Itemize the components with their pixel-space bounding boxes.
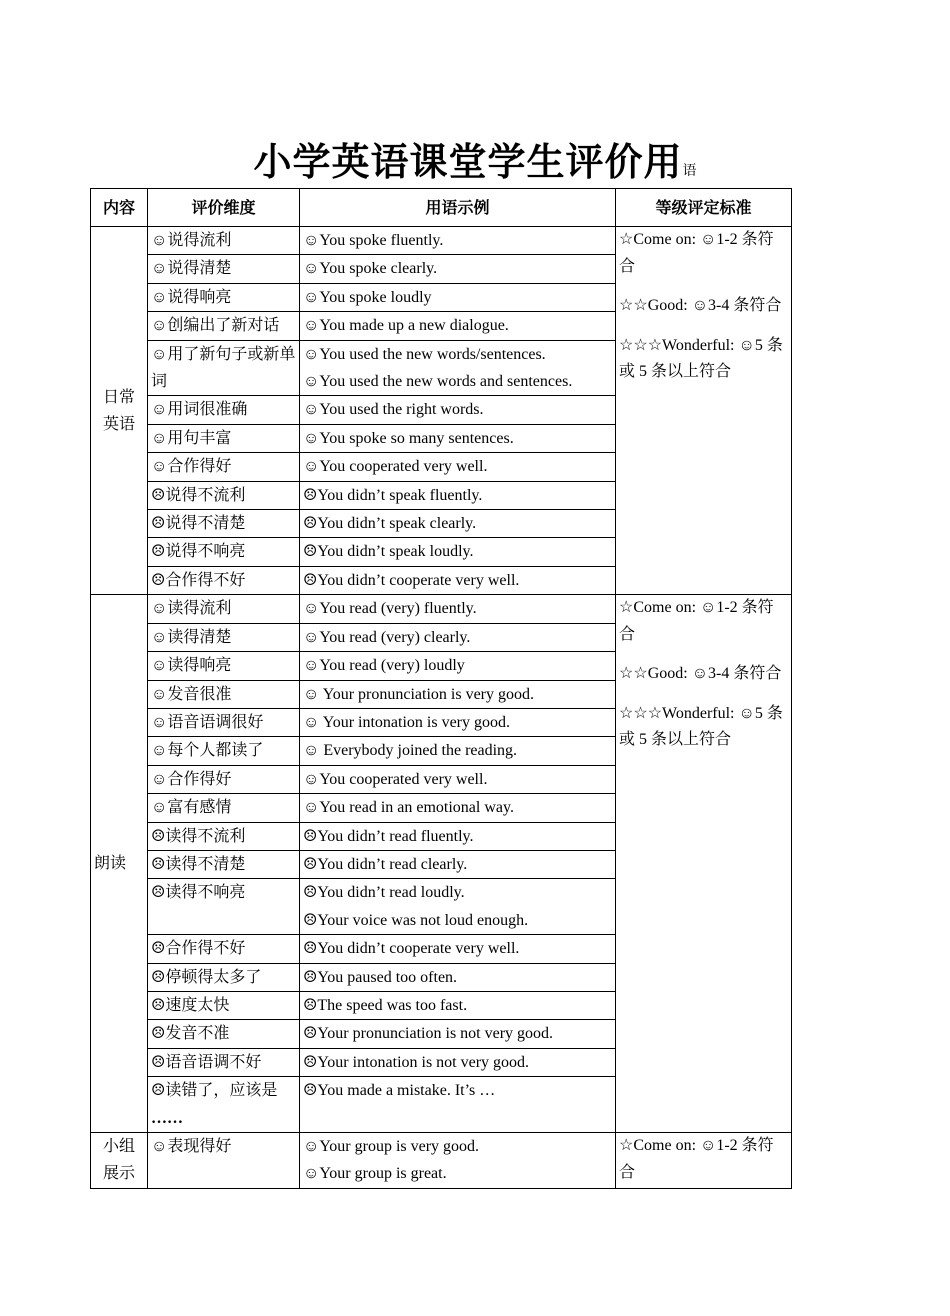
example-text: ☹You didn’t read clearly. — [303, 855, 468, 873]
dimension-cell — [148, 708, 300, 736]
dimension-cell — [148, 652, 300, 680]
dimension-text: ☹说得不流利 — [151, 486, 246, 504]
dimension-text: ☹合作得不好 — [151, 940, 246, 958]
header-example: 用语示例 — [300, 189, 616, 227]
example-text: ☹You didn’t read loudly. — [303, 884, 465, 902]
dimension-cell — [148, 396, 300, 424]
header-standard: 等级评定标准 — [616, 189, 792, 227]
dimension-text: ☹发音不准 — [151, 1025, 230, 1043]
dimension-text: ☹读错了，应该是 — [151, 1082, 278, 1100]
example-cell — [300, 623, 616, 651]
example-text: ☺You cooperated very well. — [303, 458, 488, 476]
header-dimension: 评价维度 — [148, 189, 300, 227]
example-cell — [300, 935, 616, 963]
dimension-cell — [148, 623, 300, 651]
dimension-text: ☹读得不响亮 — [151, 884, 246, 902]
dimension-cell — [148, 1048, 300, 1076]
title-main: 小学英语课堂学生评价用 — [253, 140, 683, 184]
dimension-text: ☹停顿得太多了 — [151, 968, 262, 986]
dimension-cell — [148, 595, 300, 623]
example-text: ☺Your group is very good. — [303, 1138, 480, 1155]
standard-text: ☆Come on: ☺1-2 条符合 — [619, 231, 774, 275]
example-cell — [300, 737, 616, 765]
example-text: ☺You spoke so many sentences. — [303, 429, 514, 447]
standard-gap — [619, 320, 789, 333]
standard-cell — [616, 227, 792, 595]
dimension-text: ☺合作得好 — [151, 458, 232, 476]
example-text: ☹You made a mistake. It’s … — [303, 1082, 496, 1100]
dimension-cell — [148, 1020, 300, 1048]
dimension-text: ☺用句丰富 — [151, 429, 232, 447]
dimension-cell — [148, 312, 300, 340]
dimension-text: ☺说得响亮 — [151, 288, 232, 306]
example-cell — [300, 1020, 616, 1048]
category-cell: 日常英语 — [91, 227, 148, 595]
example-text: ☺You used the new words/sentences. — [303, 345, 546, 363]
standard-gap — [619, 688, 789, 701]
dimension-cell — [148, 453, 300, 481]
dimension-text: ☺富有感情 — [151, 799, 232, 817]
example-cell — [300, 879, 616, 935]
dimension-cell — [148, 963, 300, 991]
example-cell — [300, 283, 616, 311]
dimension-text: ☹读得不流利 — [151, 827, 246, 845]
dimension-text: ☹速度太快 — [151, 996, 230, 1014]
dimension-text: ☺创编出了新对话 — [151, 317, 280, 335]
example-text: ☹You didn’t read fluently. — [303, 827, 474, 845]
dimension-cell — [148, 879, 300, 935]
dimension-cell — [148, 424, 300, 452]
page-title — [0, 138, 950, 195]
dimension-text: ☺语音语调很好 — [151, 713, 264, 731]
dimension-text: ☺读得响亮 — [151, 657, 232, 675]
example-cell — [300, 453, 616, 481]
example-cell — [300, 396, 616, 424]
example-cell — [300, 566, 616, 594]
example-cell — [300, 652, 616, 680]
dimension-text: ☺发音很准 — [151, 685, 232, 703]
example-text: ☹You didn’t speak loudly. — [303, 543, 474, 561]
example-cell — [300, 1077, 616, 1133]
example-text: ☺You read (very) fluently. — [303, 600, 477, 618]
example-text: ☹You didn’t cooperate very well. — [303, 571, 520, 589]
example-text: ☹Your intonation is not very good. — [303, 1053, 530, 1071]
dimension-cell — [148, 538, 300, 566]
example-text: ☹Your voice was not loud enough. — [303, 911, 529, 929]
dimension-cell — [148, 991, 300, 1019]
example-cell — [300, 991, 616, 1019]
dimension-cell — [148, 680, 300, 708]
example-text: ☺You read (very) clearly. — [303, 628, 471, 646]
standard-text: ☆Come on: ☺1-2 条符合 — [619, 1137, 774, 1181]
example-cell — [300, 481, 616, 509]
dimension-text: ☺说得清楚 — [151, 260, 232, 278]
dimension-text: ☺每个人都读了 — [151, 742, 264, 760]
example-text: ☺You used the new words and sentences. — [303, 373, 573, 391]
example-cell — [300, 708, 616, 736]
standard-text: ☆☆☆Wonderful: ☺5 条或 5 条以上符合 — [619, 336, 783, 380]
dimension-cell — [148, 566, 300, 594]
example-cell — [300, 765, 616, 793]
dimension-cell — [148, 340, 300, 396]
example-cell — [300, 312, 616, 340]
standard-gap — [619, 648, 789, 661]
example-text: ☹You didn’t cooperate very well. — [303, 940, 520, 958]
dimension-cell — [148, 283, 300, 311]
example-text: ☺You spoke fluently. — [303, 232, 444, 249]
example-cell — [300, 255, 616, 283]
dimension-text: ☹语音语调不好 — [151, 1053, 262, 1071]
standard-text: ☆☆☆Wonderful: ☺5 条或 5 条以上符合 — [619, 704, 783, 749]
dimension-text: ☺用了新句子或新单词 — [151, 345, 296, 391]
category-cell: 朗读 — [91, 595, 148, 1133]
example-cell — [300, 1133, 616, 1189]
dimension-text: ☺读得流利 — [151, 600, 232, 618]
dimension-cell — [148, 255, 300, 283]
example-text: ☺You used the right words. — [303, 401, 484, 419]
standard-gap — [619, 280, 789, 293]
example-cell — [300, 538, 616, 566]
example-cell — [300, 963, 616, 991]
example-text: ☺Your group is great. — [303, 1165, 447, 1183]
header-row — [91, 189, 792, 227]
dimension-cell — [148, 765, 300, 793]
example-cell — [300, 595, 616, 623]
dimension-text: ☺读得清楚 — [151, 628, 232, 646]
dimension-text: ☹读得不清楚 — [151, 855, 246, 873]
table-row — [91, 1133, 792, 1189]
example-text: ☹You didn’t speak fluently. — [303, 486, 483, 504]
example-cell — [300, 1048, 616, 1076]
example-cell — [300, 340, 616, 396]
table-row — [91, 595, 792, 623]
example-cell — [300, 794, 616, 822]
dimension-cell — [148, 850, 300, 878]
dimension-text: ☺说得流利 — [151, 232, 232, 249]
example-text: ☹The speed was too fast. — [303, 996, 468, 1014]
table-body — [91, 189, 792, 1189]
dimension-cell — [148, 1077, 300, 1133]
example-text: ☺You spoke clearly. — [303, 260, 438, 278]
example-text: ☺You read (very) loudly — [303, 657, 465, 675]
example-text: ☺You spoke loudly — [303, 288, 432, 306]
dimension-cell — [148, 481, 300, 509]
dimension-text: ☺合作得好 — [151, 770, 232, 788]
dimension-cell — [148, 510, 300, 538]
standard-text: ☆☆Good: ☺3-4 条符合 — [619, 665, 782, 683]
example-text: ☺ Everybody joined the reading. — [303, 742, 518, 760]
header-content: 内容 — [91, 189, 148, 227]
dimension-text: ☹说得不清楚 — [151, 515, 246, 533]
dimension-text: ☺表现得好 — [151, 1138, 232, 1155]
example-text: ☺You read in an emotional way. — [303, 799, 514, 817]
standard-cell — [616, 1133, 792, 1189]
example-cell — [300, 510, 616, 538]
example-cell — [300, 227, 616, 255]
category-cell: 小组展示 — [91, 1133, 148, 1189]
example-cell — [300, 822, 616, 850]
example-cell — [300, 850, 616, 878]
dimension-cell — [148, 737, 300, 765]
standard-text: ☆Come on: ☺1-2 条符合 — [619, 599, 774, 643]
example-text: ☹You didn’t speak clearly. — [303, 515, 477, 533]
dimension-text: …… — [151, 1109, 183, 1127]
dimension-text: ☹合作得不好 — [151, 571, 246, 589]
example-text: ☺ Your intonation is very good. — [303, 713, 511, 731]
dimension-cell — [148, 794, 300, 822]
dimension-text: ☹说得不响亮 — [151, 543, 246, 561]
table-row — [91, 227, 792, 255]
title-tail: 语 — [682, 163, 697, 179]
dimension-text: ☺用词很准确 — [151, 401, 248, 419]
dimension-cell — [148, 1133, 300, 1189]
example-text: ☺You made up a new dialogue. — [303, 317, 509, 335]
evaluation-table — [90, 188, 792, 1189]
example-text: ☹You paused too often. — [303, 968, 458, 986]
example-cell — [300, 680, 616, 708]
standard-cell — [616, 595, 792, 1133]
standard-text: ☆☆Good: ☺3-4 条符合 — [619, 297, 782, 314]
example-text: ☺You cooperated very well. — [303, 770, 488, 788]
dimension-cell — [148, 227, 300, 255]
dimension-cell — [148, 935, 300, 963]
example-text: ☹Your pronunciation is not very good. — [303, 1025, 554, 1043]
example-text: ☺ Your pronunciation is very good. — [303, 685, 534, 703]
example-cell — [300, 424, 616, 452]
dimension-cell — [148, 822, 300, 850]
